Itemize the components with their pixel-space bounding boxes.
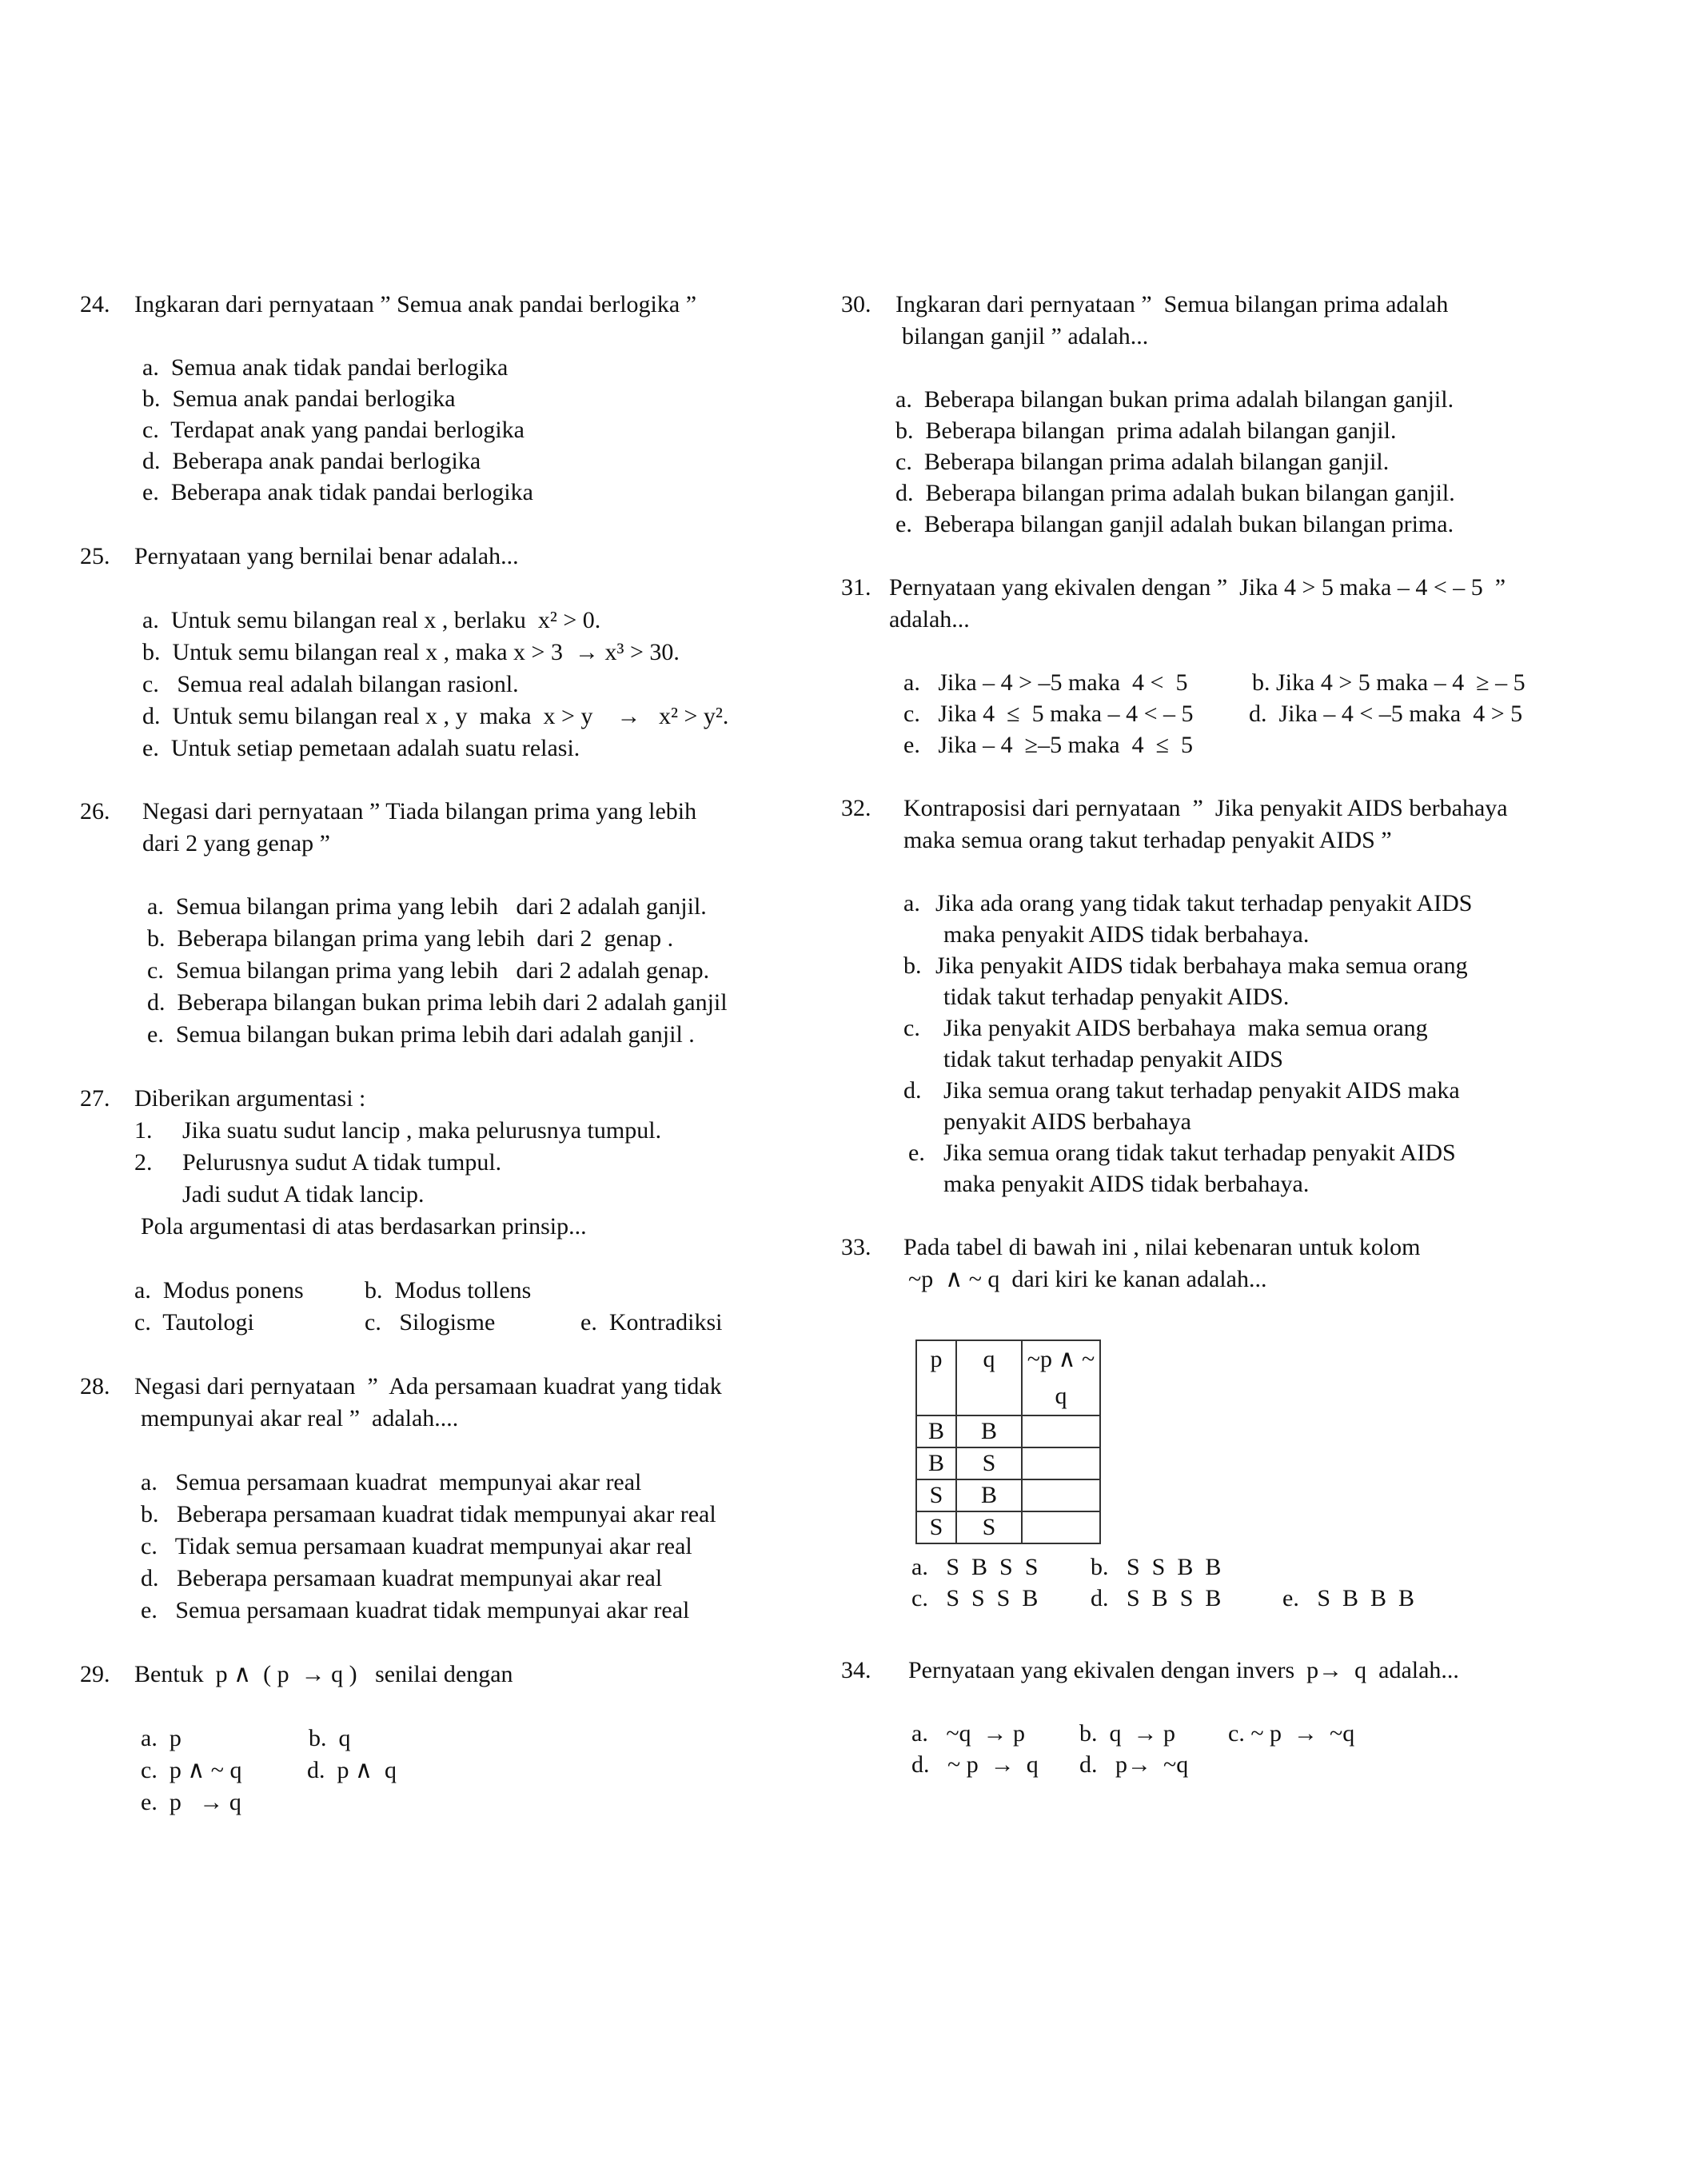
- option-b: b. Modus tollens: [365, 1277, 532, 1304]
- option-a: a. Semua persamaan kuadrat mempunyai akar real: [141, 1469, 642, 1495]
- option-b: b. Beberapa persamaan kuadrat tidak mempunyai akar real: [141, 1501, 716, 1527]
- option-d: d. Beberapa anak pandai berlogika: [142, 448, 481, 474]
- cell-p: B: [916, 1415, 956, 1447]
- option-b: b. Jika 4 > 5 maka – 4 ≥ – 5: [1252, 669, 1525, 696]
- question-number: 25.: [80, 543, 110, 569]
- option-a: a. Modus ponens: [134, 1277, 304, 1304]
- cell-p: B: [916, 1447, 956, 1479]
- header-p: p: [916, 1340, 956, 1415]
- option-e-line1: Jika semua orang tidak takut terhadap penyakit AIDS: [943, 1140, 1456, 1166]
- option-e: e. Kontradiksi: [580, 1309, 723, 1336]
- option-b: b. Untuk semu bilangan real x , maka x > 3 → x³ > 30.: [142, 639, 680, 665]
- option-b-line2: tidak takut terhadap penyakit AIDS.: [943, 984, 1290, 1010]
- option-a-line2: maka penyakit AIDS tidak berbahaya.: [943, 921, 1310, 948]
- option-b-label: b.: [903, 952, 922, 979]
- option-c: c. Semua real adalah bilangan rasionl.: [142, 671, 519, 697]
- option-a-label: a.: [903, 890, 920, 916]
- question-number: 30.: [841, 291, 871, 317]
- option-d: d. p ∧ q: [307, 1757, 397, 1783]
- option-d-line2: penyakit AIDS berbahaya: [943, 1108, 1191, 1135]
- cell-p: S: [916, 1479, 956, 1511]
- option-c: c. S S S B: [911, 1585, 1039, 1611]
- option-e: e. S B B B: [1282, 1585, 1415, 1611]
- option-c: c. p ∧ ~ q: [141, 1757, 242, 1783]
- question-text-line1: Pada tabel di bawah ini , nilai kebenaran untuk kolom: [903, 1234, 1421, 1260]
- question-number: 24.: [80, 291, 110, 317]
- question-number: 32.: [841, 795, 871, 821]
- truth-table-row: [916, 1447, 1100, 1479]
- question-text-line1: Ingkaran dari pernyataan ” Semua bilangan prima adalah: [895, 291, 1449, 317]
- question-text: Ingkaran dari pernyataan ” Semua anak pandai berlogika ”: [134, 291, 697, 317]
- question-number: 26.: [80, 798, 110, 824]
- option-d: d. Untuk semu bilangan real x , y maka x > y → x² > y².: [142, 703, 729, 729]
- cell-q: B: [956, 1415, 1022, 1447]
- question-number: 34.: [841, 1657, 871, 1683]
- option-c-label: c.: [903, 1015, 920, 1041]
- truth-table: [915, 1340, 1101, 1544]
- question-text-line1: Negasi dari pernyataan ” Tiada bilangan prima yang lebih: [142, 798, 697, 824]
- option-a: a. Semua anak tidak pandai berlogika: [142, 354, 508, 381]
- conclusion: Jadi sudut A tidak lancip.: [182, 1181, 425, 1208]
- question-text-line1: Negasi dari pernyataan ” Ada persamaan kuadrat yang tidak: [134, 1373, 722, 1399]
- option-d: d. Beberapa bilangan bukan prima lebih dari 2 adalah ganjil: [147, 989, 728, 1016]
- header-not-p-and-not-q: ~p ∧ ~ q: [1022, 1340, 1100, 1415]
- cell-result: [1022, 1415, 1100, 1447]
- option-d: d. Beberapa persamaan kuadrat mempunyai akar real: [141, 1565, 663, 1591]
- truth-table-row: [916, 1415, 1100, 1447]
- premise-2-number: 2.: [134, 1149, 153, 1176]
- option-e: e. Untuk setiap pemetaan adalah suatu relasi.: [142, 735, 580, 761]
- option-c-line1: Jika penyakit AIDS berbahaya maka semua orang: [943, 1015, 1428, 1041]
- option-c: c. Jika 4 ≤ 5 maka – 4 < – 5: [903, 701, 1194, 727]
- option-b: b. q: [309, 1725, 351, 1751]
- cell-result: [1022, 1479, 1100, 1511]
- option-d: d. Jika – 4 < –5 maka 4 > 5: [1249, 701, 1523, 727]
- option-d: d. Beberapa bilangan prima adalah bukan bilangan ganjil.: [895, 480, 1455, 506]
- question-text-line2: mempunyai akar real ” adalah....: [141, 1405, 459, 1431]
- question-number: 31.: [841, 574, 871, 601]
- option-a: a. Jika – 4 > –5 maka 4 < 5: [903, 669, 1188, 696]
- option-c-line2: tidak takut terhadap penyakit AIDS: [943, 1046, 1283, 1072]
- question-text-line2: maka semua orang takut terhadap penyakit AIDS ”: [903, 827, 1392, 853]
- option-b: b. Beberapa bilangan prima adalah bilangan ganjil.: [895, 417, 1397, 444]
- option-a: a. p: [141, 1725, 181, 1751]
- prompt: Pola argumentasi di atas berdasarkan prinsip...: [141, 1213, 587, 1240]
- question-text: Pernyataan yang ekivalen dengan invers p→ q adalah...: [908, 1657, 1459, 1683]
- option-c: c. Beberapa bilangan prima adalah bilangan ganjil.: [895, 449, 1390, 475]
- option-e-line2: maka penyakit AIDS tidak berbahaya.: [943, 1171, 1310, 1197]
- option-c: c. ~ p → ~q: [1228, 1720, 1355, 1747]
- question-text-line2: dari 2 yang genap ”: [142, 830, 330, 856]
- premise-1-text: Jika suatu sudut lancip , maka pelurusnya tumpul.: [182, 1117, 662, 1144]
- question-text-line2: ~p ∧ ~ q dari kiri ke kanan adalah...: [908, 1266, 1267, 1292]
- option-d-label: d.: [903, 1077, 922, 1104]
- option-a: a. Untuk semu bilangan real x , berlaku x² > 0.: [142, 607, 601, 633]
- option-e: e. p → q: [141, 1789, 241, 1815]
- question-text: Diberikan argumentasi :: [134, 1085, 366, 1112]
- option-d: d. ~ p → q: [911, 1751, 1039, 1778]
- question-text-line1: Kontraposisi dari pernyataan ” Jika penyakit AIDS berbahaya: [903, 795, 1508, 821]
- option-e-label: e.: [908, 1140, 925, 1166]
- option-d: c. Silogisme: [365, 1309, 496, 1336]
- option-a: a. S B S S: [911, 1554, 1039, 1580]
- cell-q: S: [956, 1447, 1022, 1479]
- question-text: Bentuk p ∧ ( p → q ) senilai dengan: [134, 1661, 513, 1687]
- option-b: b. Beberapa bilangan prima yang lebih dari 2 genap .: [147, 925, 674, 952]
- question-number: 27.: [80, 1085, 110, 1112]
- question-text-line2: bilangan ganjil ” adalah...: [902, 323, 1149, 349]
- option-b: b. S S B B: [1091, 1554, 1222, 1580]
- premise-2-text: Pelurusnya sudut A tidak tumpul.: [182, 1149, 502, 1176]
- option-e: e. Semua bilangan bukan prima lebih dari adalah ganjil .: [147, 1021, 695, 1048]
- cell-q: B: [956, 1479, 1022, 1511]
- option-e: d. p→ ~q: [1079, 1751, 1189, 1778]
- option-a: a. Beberapa bilangan bukan prima adalah bilangan ganjil.: [895, 386, 1454, 413]
- cell-result: [1022, 1511, 1100, 1543]
- question-number: 33.: [841, 1234, 871, 1260]
- question-number: 29.: [80, 1661, 110, 1687]
- option-b-line1: Jika penyakit AIDS tidak berbahaya maka semua orang: [935, 952, 1468, 979]
- option-c: c. Tidak semua persamaan kuadrat mempunyai akar real: [141, 1533, 692, 1559]
- option-b: b. Semua anak pandai berlogika: [142, 385, 456, 412]
- question-text-line1: Pernyataan yang ekivalen dengan ” Jika 4 > 5 maka – 4 < – 5 ”: [889, 574, 1506, 601]
- cell-q: S: [956, 1511, 1022, 1543]
- option-d: d. S B S B: [1091, 1585, 1222, 1611]
- option-c: c. Semua bilangan prima yang lebih dari 2 adalah genap.: [147, 957, 710, 984]
- option-a: a. ~q → p: [911, 1720, 1026, 1747]
- cell-p: S: [916, 1511, 956, 1543]
- option-d-line1: Jika semua orang takut terhadap penyakit AIDS maka: [943, 1077, 1460, 1104]
- question-text: Pernyataan yang bernilai benar adalah...: [134, 543, 519, 569]
- option-e: e. Beberapa bilangan ganjil adalah bukan bilangan prima.: [895, 511, 1454, 537]
- option-b: b. q → p: [1079, 1720, 1175, 1747]
- option-a: a. Semua bilangan prima yang lebih dari 2 adalah ganjil.: [147, 893, 707, 920]
- cell-result: [1022, 1447, 1100, 1479]
- premise-1-number: 1.: [134, 1117, 153, 1144]
- question-number: 28.: [80, 1373, 110, 1399]
- option-c: c. Tautologi: [134, 1309, 254, 1336]
- header-q: q: [956, 1340, 1022, 1415]
- option-c: c. Terdapat anak yang pandai berlogika: [142, 417, 524, 443]
- option-e: e. Semua persamaan kuadrat tidak mempunyai akar real: [141, 1597, 690, 1623]
- option-e: e. Beberapa anak tidak pandai berlogika: [142, 479, 533, 505]
- truth-table-header: [916, 1340, 1100, 1415]
- option-e: e. Jika – 4 ≥–5 maka 4 ≤ 5: [903, 732, 1194, 758]
- truth-table-row: [916, 1511, 1100, 1543]
- question-text-line2: adalah...: [889, 606, 970, 633]
- option-a-line1: Jika ada orang yang tidak takut terhadap penyakit AIDS: [935, 890, 1473, 916]
- truth-table-row: [916, 1479, 1100, 1511]
